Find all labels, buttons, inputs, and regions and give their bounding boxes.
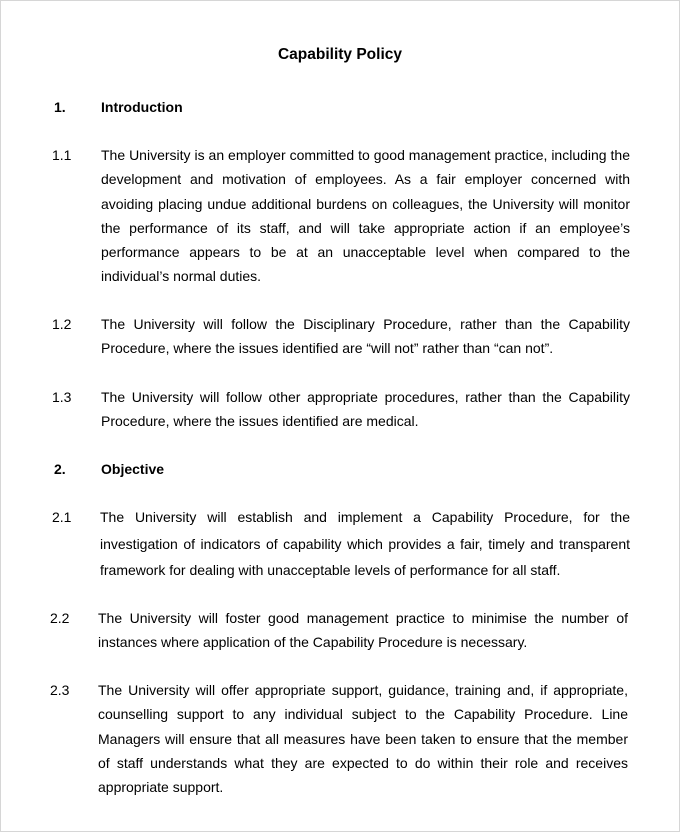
paragraph-line: The University will foster good management practice to minimise the number of [98,610,628,626]
paragraph-line: Procedure, where the issues identified are medical. [101,413,419,430]
paragraph-number: 2.1 [52,509,72,525]
paragraph [98,678,628,799]
section-heading: Objective [101,461,165,477]
paragraph-line: the performance of its staff, and will take appropriate action if an employee’s [101,219,630,236]
paragraph-line: investigation of indicators of capability which provides a fair, timely and transparent [100,535,630,552]
paragraph-number: 1.2 [52,316,72,332]
paragraph-line: performance appears to be at an unacceptable level when compared to the [101,244,630,261]
paragraph-number: 1.3 [52,389,72,405]
paragraph-line: development and motivation of employees. As a fair employer concerned with [101,171,630,188]
paragraph-line: counselling support to any individual subject to the Capability Procedure. Line [98,706,628,723]
paragraph [101,143,630,289]
paragraph-line: framework for dealing with unacceptable levels of performance for all staff. [100,562,561,578]
paragraph-line: avoiding placing undue additional burdens on colleagues, the University will monitor [101,195,630,212]
paragraph-line: of staff understands what they are expected to do within their role and receives [98,754,628,771]
paragraph-line: instances where application of the Capability Procedure is necessary. [98,634,528,651]
section-number: 1. [54,99,66,115]
paragraph [100,505,630,585]
paragraph [101,385,630,434]
section-heading: Introduction [101,99,183,115]
paragraph-line: The University will follow the Disciplinary Procedure, rather than the Capability [101,316,630,332]
paragraph [98,606,628,655]
section-number: 2. [54,461,66,477]
page-title: Capability Policy [277,46,403,63]
paragraph-line: appropriate support. [98,779,224,796]
paragraph-line: individual’s normal duties. [101,268,262,285]
paragraph-line: Procedure, where the issues identified are “will not” rather than “can not”. [101,340,554,357]
paragraph-line: The University will offer appropriate support, guidance, training and, if appropriate, [98,682,628,698]
paragraph-line: The University is an employer committed to good management practice, including the [101,147,630,163]
paragraph-line: Managers will ensure that all measures have been taken to ensure that the member [98,730,628,747]
paragraph-number: 2.3 [50,682,70,698]
paragraph-number: 2.2 [50,610,70,626]
paragraph-line: The University will establish and implement a Capability Procedure, for the [100,509,630,525]
paragraph-line: The University will follow other appropriate procedures, rather than the Capability [101,389,630,405]
paragraph-number: 1.1 [52,147,72,163]
paragraph [101,312,630,361]
